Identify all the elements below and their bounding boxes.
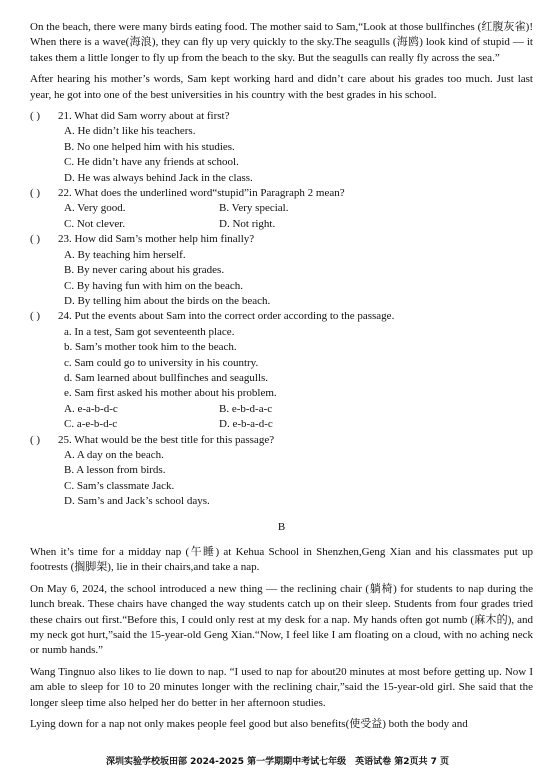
event-c: c. Sam could go to university in his country.: [64, 356, 259, 369]
option-row: [30, 417, 533, 432]
question-stem: 25. What would be the best title for this passage?: [58, 433, 275, 446]
event-e: e. Sam first asked his mother about his problem.: [64, 387, 277, 400]
option-b: B. By never caring about his grades.: [64, 264, 225, 277]
passage-a-paragraph-1: On the beach, there were many birds eating food. The mother said to Sam,“Look at those bullfinches (红腹灰雀)! When there is a wave(海浪), they can fly up very quickly to the sky.The seagulls (海鸥) look kind of stupid — it takes them a little longer to fly up from the beach to the sky. But the seagulls can really fly across the sea.”: [30, 21, 533, 64]
page-footer: 深圳实验学校坂田部 2024-2025 第一学期期中考试七年级 英语试卷 第2页共 7 页: [105, 756, 450, 767]
question-25: [30, 433, 533, 448]
option-b: B. e-b-d-a-c: [219, 402, 273, 415]
event-d: d. Sam learned about bullfinches and seagulls.: [64, 371, 269, 384]
question-24: [30, 309, 533, 324]
option-c: C. By having fun with him on the beach.: [64, 279, 244, 292]
question-23: [30, 232, 533, 247]
event-b: b. Sam’s mother took him to the beach.: [64, 341, 237, 354]
option-a: A. He didn’t like his teachers.: [64, 125, 196, 138]
event-a: a. In a test, Sam got seventeenth place.: [64, 325, 235, 338]
option-a: A. e-a-b-d-c: [64, 402, 118, 415]
answer-bracket[interactable]: ( ): [30, 233, 41, 246]
answer-bracket[interactable]: ( ): [30, 110, 41, 123]
option-a: A. A day on the beach.: [64, 448, 164, 461]
question-21: [30, 109, 533, 124]
option-c: C. Sam’s classmate Jack.: [64, 479, 175, 492]
passage-b-paragraph-4: Lying down for a nap not only makes people feel good but also benefits(使受益) both the body and: [30, 718, 468, 731]
passage-b-paragraph-3: Wang Tingnuo also likes to lie down to nap. “I used to nap for about20 minutes at most before getting up. Now I am able to sleep for 10 to 20 minutes longer with the reclining chair,”said the 15-year-old girl. She said that the longer sleep time also helped her do better in her afternoon studies.: [30, 665, 533, 709]
question-22: [30, 186, 533, 201]
option-row: [30, 402, 533, 417]
option-row: [30, 201, 533, 216]
option-c: C. Not clever.: [64, 217, 126, 230]
option-row: [30, 217, 533, 232]
question-stem: 23. How did Sam’s mother help him finally?: [58, 233, 255, 246]
option-d: D. Not right.: [219, 217, 276, 230]
passage-a-paragraph-2: After hearing his mother’s words, Sam kept working hard and didn’t care about his grades too much. Just last year, he got into one of the best universities in his country with the best grades in his school.: [30, 73, 533, 101]
question-stem: 21. What did Sam worry about at first?: [58, 110, 230, 123]
option-d: D. He was always behind Jack in the class.: [64, 171, 253, 184]
answer-bracket[interactable]: ( ): [30, 433, 41, 446]
option-c: C. He didn’t have any friends at school.: [64, 156, 239, 169]
passage-b-paragraph-2: On May 6, 2024, the school introduced a new thing — the reclining chair (躺椅) for students to nap during the lunch break. These chairs have changed the way students catch up on their sleep. Students from four grades tried these chairs out first.“Before this, I could only rest at my desk for a nap. My hands often got numb (麻木的), and my neck got hurt,”said the 15-year-old Geng Xian.“Now, I feel like I am floating on a cloud, with no aching neck or numb hands.”: [30, 582, 533, 657]
answer-bracket[interactable]: ( ): [30, 310, 41, 323]
option-b: B. Very special.: [219, 202, 289, 215]
option-a: A. By teaching him herself.: [64, 248, 186, 261]
passage-b-paragraph-1: When it’s time for a midday nap (午睡) at Kehua School in Shenzhen,Geng Xian and his classmates put up footrests (搁脚架), lie in their chairs,and take a nap.: [30, 546, 533, 574]
option-b: B. A lesson from birds.: [64, 464, 166, 477]
answer-bracket[interactable]: ( ): [30, 187, 41, 200]
option-c: C. a-e-b-d-c: [64, 418, 118, 431]
option-b: B. No one helped him with his studies.: [64, 140, 235, 153]
option-a: A. Very good.: [64, 202, 126, 215]
option-d: D. Sam’s and Jack’s school days.: [64, 495, 210, 508]
option-d: D. e-b-a-d-c: [219, 418, 273, 431]
section-b-heading: B: [277, 520, 286, 533]
option-d: D. By telling him about the birds on the beach.: [64, 294, 271, 307]
question-stem: 24. Put the events about Sam into the correct order according to the passage.: [58, 310, 395, 323]
question-stem: 22. What does the underlined word“stupid”in Paragraph 2 mean?: [58, 187, 345, 200]
